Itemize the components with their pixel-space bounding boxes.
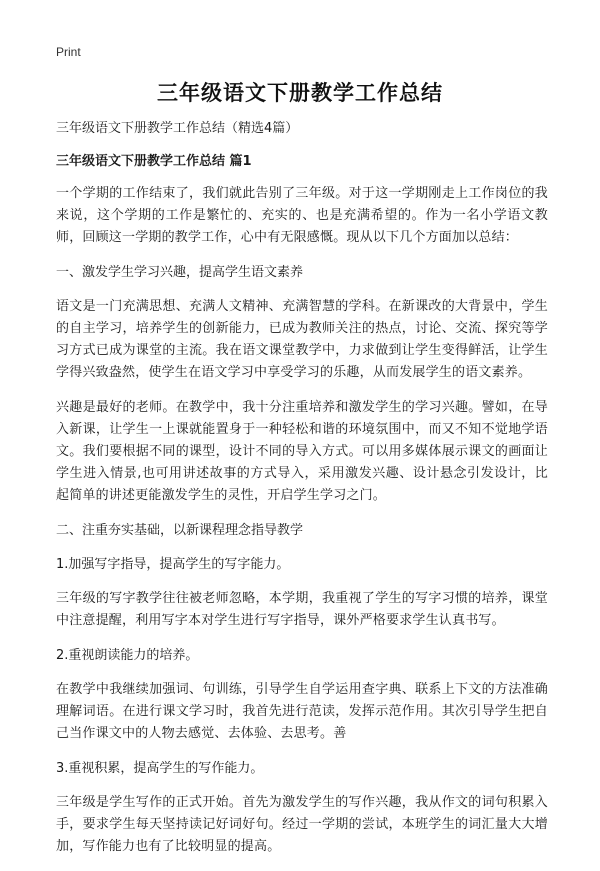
document-body xyxy=(56,118,548,871)
heading-reading-aloud: 2.重视朗读能力的培养。 xyxy=(56,648,199,663)
heading-accumulation: 3.重视积累，提高学生的写作能力。 xyxy=(56,761,264,776)
paragraph-writing-guidance: 三年级的写字教学往往被老师忽略，本学期，我重视了学生的写字习惯的培养，课堂中注意提醒，利用写字本对学生进行写字指导，课外严格要求学生认真书写。 xyxy=(56,591,548,628)
paragraph-intro: 一个学期的工作结束了，我们就此告别了三年级。对于这一学期刚走上工作岗位的我来说，这个学期的工作是繁忙的、充实的、也是充满希望的。作为一名小学语文教师，回顾这一学期的教学工作，心中有无限感慨。现从以下几个方面加以总结： xyxy=(56,186,548,245)
paragraph-interest-teacher: 兴趣是最好的老师。在教学中，我十分注重培养和激发学生的学习兴趣。譬如，在导入新课，让学生一上课就能置身于一种轻松和谐的环境氛围中，而又不知不觉地学语文。我们要根据不同的课型，设计不同的导入方式。可以用多媒体展示课文的画面让学生进入情景,也可用讲述故事的方式导入，采用激发兴趣、设计悬念引发设计，比起简单的讲述更能激发学生的灵性，开启学生学习之门。 xyxy=(56,400,548,503)
paragraph-accumulation: 三年级是学生写作的正式开始。首先为激发学生的写作兴趣，我从作文的词句积累入手，要求学生每天坚持读记好词好句。经过一学期的尝试，本班学生的词汇量大大增加，写作能力也有了比较明显的提高。 xyxy=(56,795,548,854)
paragraph-reading-aloud: 在教学中我继续加强词、句训练，引导学生自学运用查字典、联系上下文的方法准确理解词语。在进行课文学习时，我首先进行范读，发挥示范作用。其次引导学生把自己当作课文中的人物去感觉、去体验、去思考。善 xyxy=(56,682,548,741)
heading-foundation: 二、注重夯实基础，以新课程理念指导教学 xyxy=(56,523,304,538)
paragraph-literacy: 语文是一门充满思想、充满人文精神、充满智慧的学科。在新课改的大背景中，学生的自主学习，培养学生的创新能力，已成为教师关注的热点，讨论、交流、探究等学习方式已成为课堂的主流。我在语文课堂教学中，力求做到让学生变得鲜活，让学生学得兴致盎然，使学生在语文学习中享受学习的乐趣，从而发展学生的语文素养。 xyxy=(56,299,548,380)
print-link[interactable]: Print xyxy=(56,45,81,59)
heading-writing-guidance: 1.加强写字指导，提高学生的写字能力。 xyxy=(56,557,290,572)
heading-interest: 一、激发学生学习兴趣，提高学生语文素养 xyxy=(56,265,304,280)
document-title: 三年级语文下册教学工作总结 xyxy=(157,81,443,105)
section-heading: 三年级语文下册教学工作总结 篇1 xyxy=(56,154,252,169)
document-subtitle: 三年级语文下册教学工作总结（精选4篇） xyxy=(56,121,299,136)
